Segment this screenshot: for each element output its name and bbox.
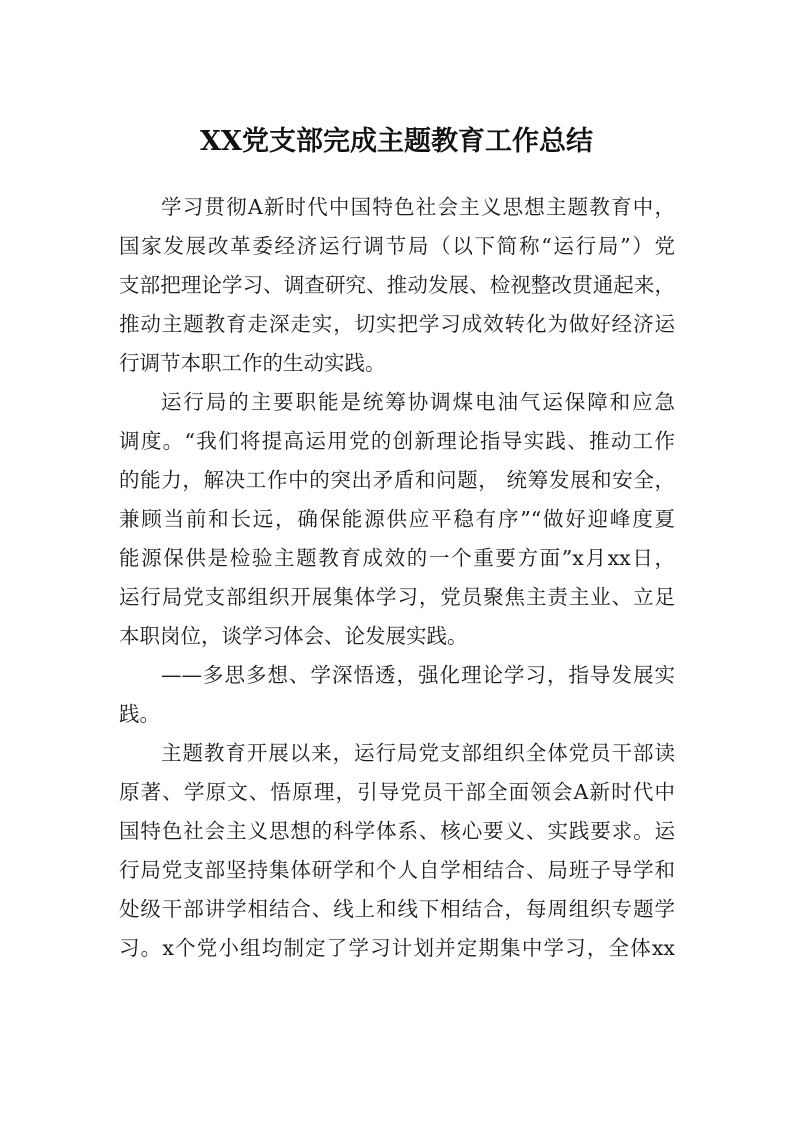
text-line: 行局党支部坚持集体研学和个人自学相结合、局班子导学和 [119, 858, 675, 882]
text-line: 国特色社会主义思想的科学体系、核心要义、实践要求。运 [119, 819, 675, 843]
section-heading [119, 656, 675, 734]
paragraph-2 [119, 383, 675, 656]
paragraph-3 [119, 734, 675, 968]
text-line: 运行局党支部组织开展集体学习，党员聚焦主责主业、立足 [119, 585, 675, 609]
text-line: 运行局的主要职能是统筹协调煤电油气运保障和应急 [161, 390, 675, 414]
text-line: 主题教育开展以来，运行局党支部组织全体党员干部读 [161, 741, 675, 765]
text-line: 学习贯彻A新时代中国特色社会主义思想主题教育中， [161, 195, 675, 219]
text-line: 国家发展改革委经济运行调节局（以下简称“运行局”）党 [119, 234, 675, 258]
document-title: XX党支部完成主题教育工作总结 [200, 126, 593, 157]
text-line: 处级干部讲学相结合、线上和线下相结合，每周组织专题学 [119, 897, 675, 921]
text-line: 习。x个党小组均制定了学习计划并定期集中学习，全体xx [119, 936, 675, 960]
text-line: 践。 [119, 702, 160, 726]
text-line: 行调节本职工作的生动实践。 [119, 351, 386, 375]
text-line: 调度。“我们将提高运用党的创新理论指导实践、推动工作 [119, 429, 675, 453]
document-body [119, 188, 675, 968]
text-line: 原著、学原文、悟原理，引导党员干部全面领会A新时代中 [119, 780, 675, 804]
text-line: ——多思多想、学深悟透，强化理论学习，指导发展实 [161, 663, 675, 687]
text-line: 兼顾当前和长远，确保能源供应平稳有序”“做好迎峰度夏 [119, 507, 675, 531]
text-line: 能源保供是检验主题教育成效的一个重要方面”x月xx日， [119, 546, 675, 570]
text-line: 的能力，解决工作中的突出矛盾和问题， 统筹发展和安全， [119, 468, 675, 492]
paragraph-1 [119, 188, 675, 383]
text-line: 支部把理论学习、调查研究、推动发展、检视整改贯通起来， [119, 273, 675, 297]
text-line: 本职岗位，谈学习体会、论发展实践。 [119, 624, 468, 648]
text-line: 推动主题教育走深走实，切实把学习成效转化为做好经济运 [119, 312, 675, 336]
